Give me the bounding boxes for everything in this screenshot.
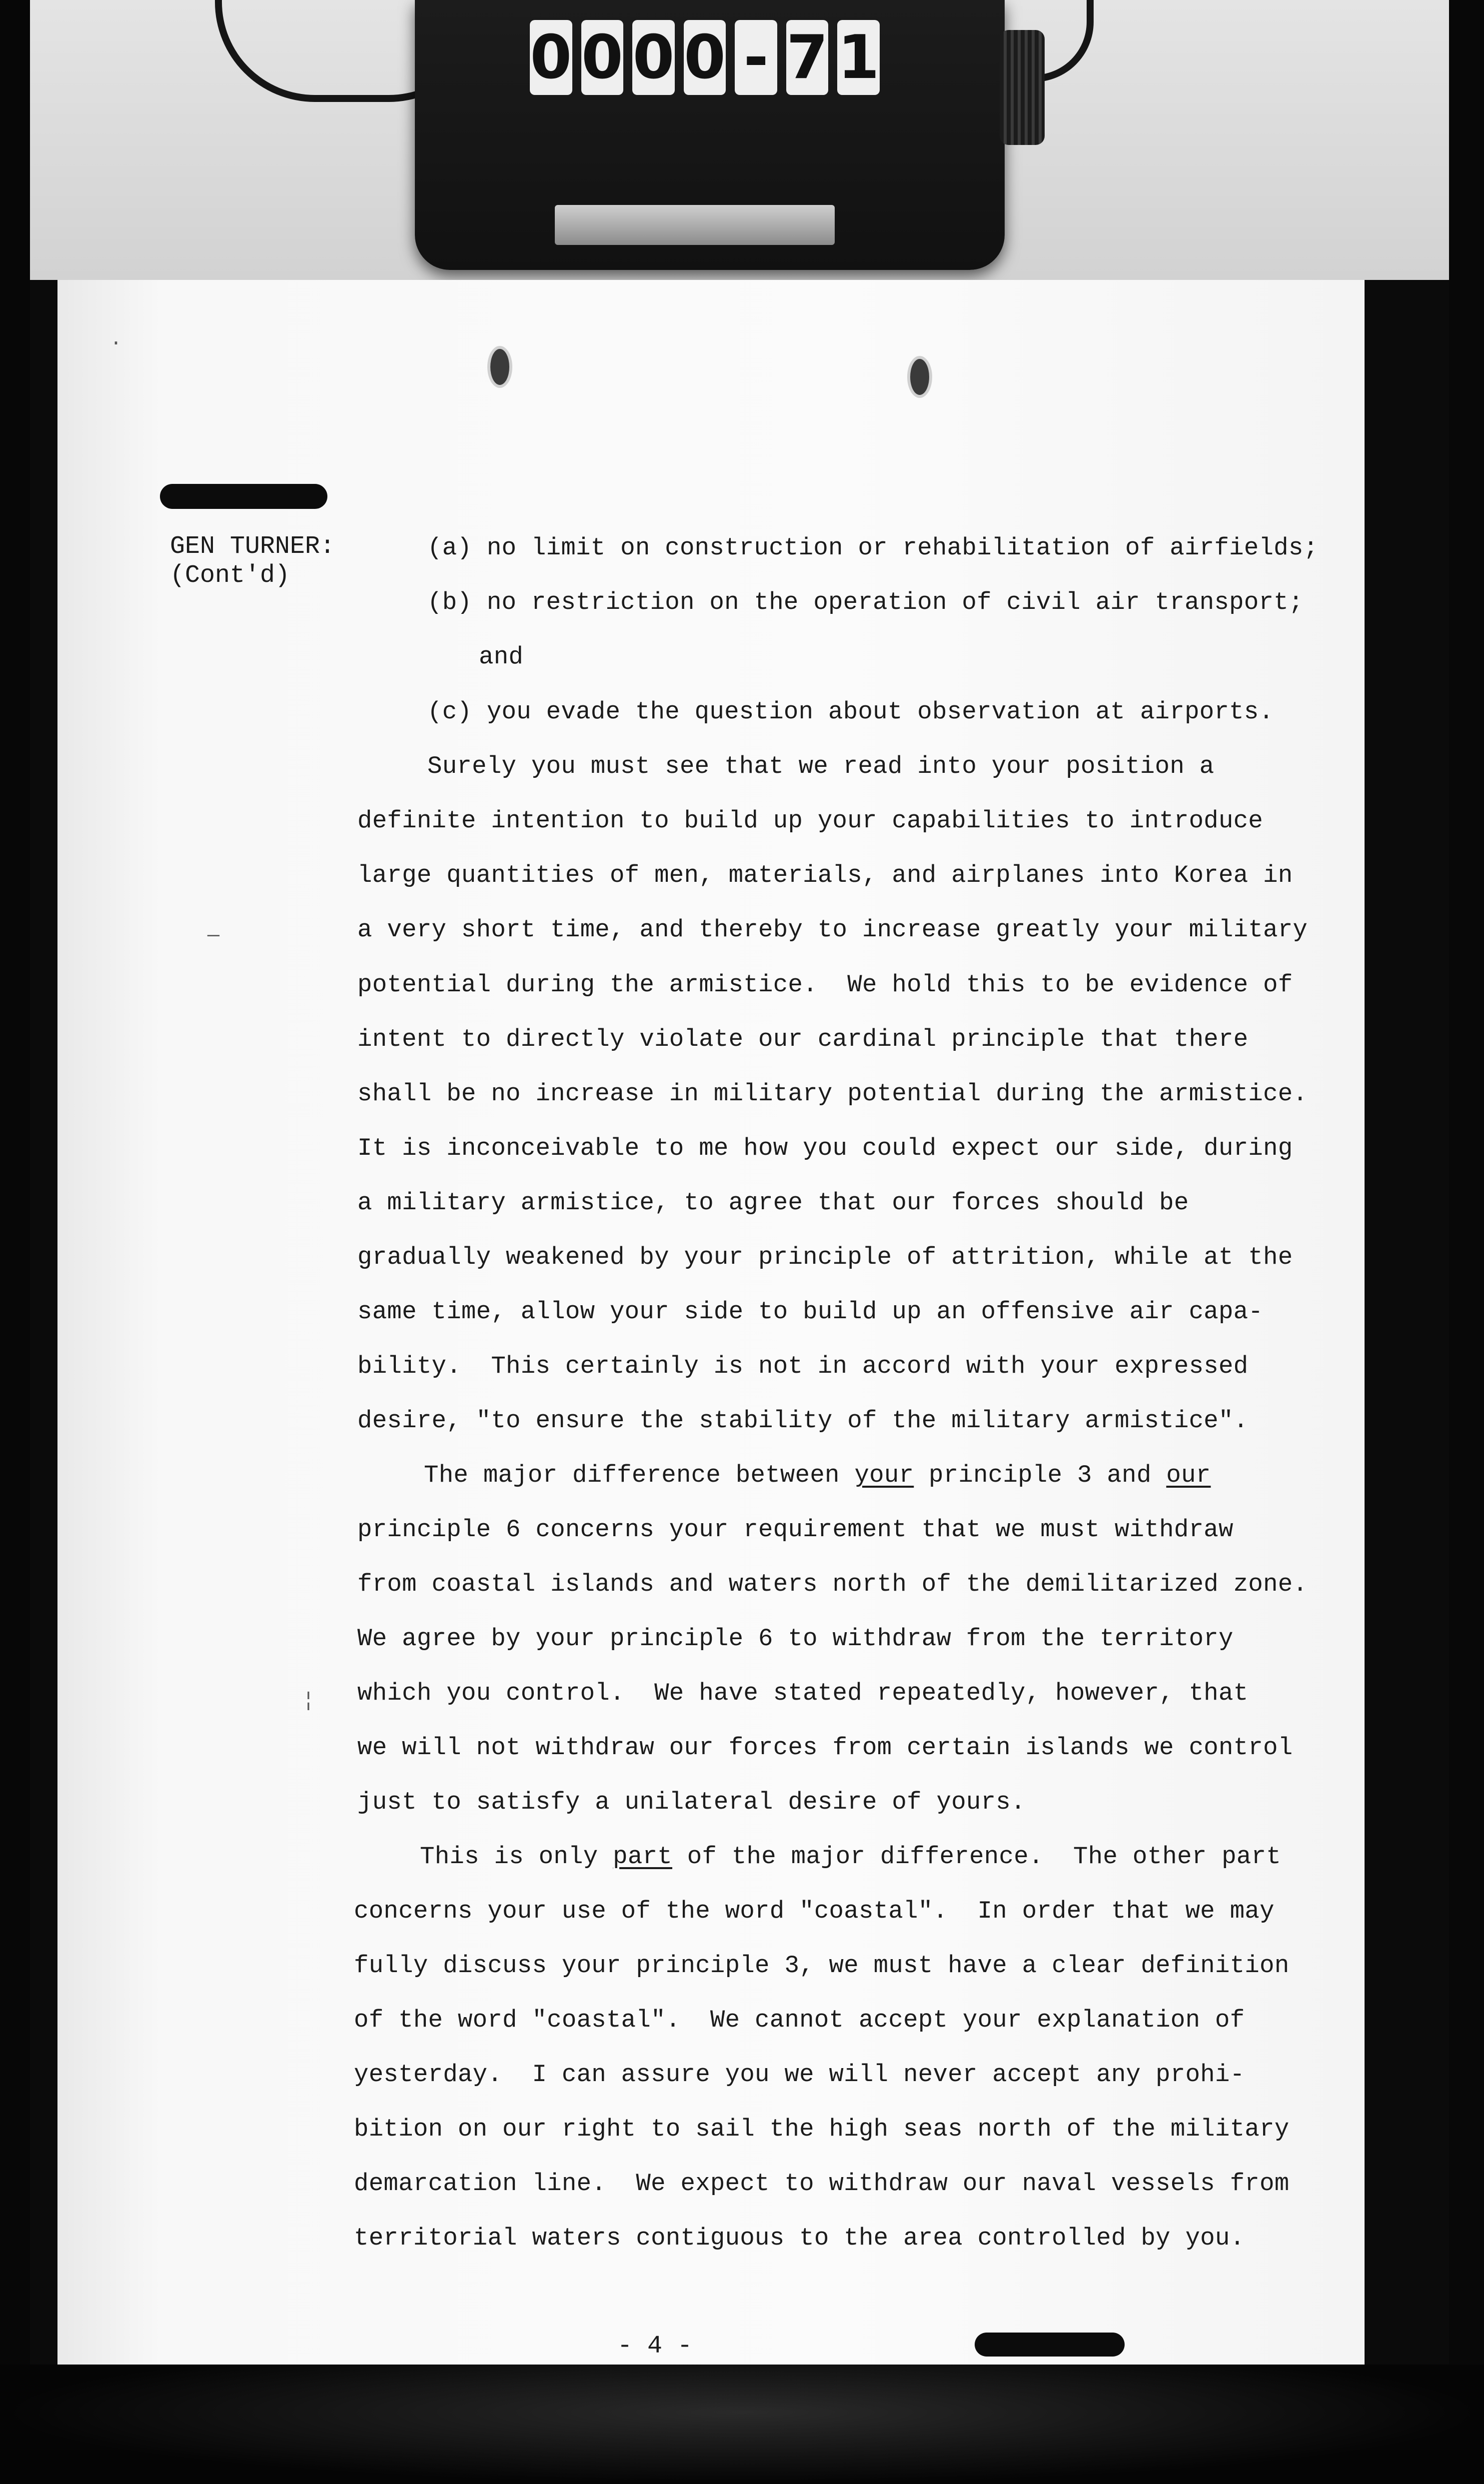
list-item-b-continuation: and [479, 643, 524, 671]
text-line: potential during the armistice. We hold this to be evidence of [357, 971, 1293, 999]
text-line: bition on our right to sail the high seas north of the military [354, 2115, 1290, 2143]
text-line: gradually weakened by your principle of attrition, while at the [357, 1243, 1293, 1271]
counter-digit: 0 [530, 20, 572, 95]
text-line: just to satisfy a unilateral desire of yours. [357, 1788, 1026, 1816]
counter-digit: 7 [786, 20, 829, 95]
underlined-word: our [1166, 1461, 1211, 1489]
speaker-name: GEN TURNER: [170, 532, 335, 561]
counter-digit: - [735, 20, 777, 95]
text-line: It is inconceivable to me how you could expect our side, during [357, 1134, 1293, 1162]
text-line: fully discuss your principle 3, we must have a clear definition [354, 1952, 1290, 1980]
counter-digit: 0 [684, 20, 726, 95]
counter-label-plate [555, 205, 835, 245]
text-line: same time, allow your side to build up an offensive air capa- [357, 1298, 1263, 1326]
page-number: - 4 - [617, 2332, 693, 2361]
text-line: definite intention to build up your capabilities to introduce [357, 807, 1263, 835]
underlined-word: part [613, 1843, 672, 1871]
text-line: intent to directly violate our cardinal principle that there [357, 1025, 1249, 1053]
counter-digit: 0 [581, 20, 624, 95]
list-item-b: (b) no restriction on the operation of civil air transport; [427, 588, 1304, 616]
text-run: This is only [420, 1843, 613, 1871]
speaker-label [170, 532, 335, 590]
list-item-a: (a) no limit on construction or rehabilitation of airfields; [427, 534, 1319, 562]
punch-hole [487, 346, 512, 388]
punch-hole [907, 356, 932, 398]
document-page [57, 280, 1365, 2365]
scan-speck: · [110, 332, 122, 355]
text-line: shall be no increase in military potential during the armistice. [357, 1080, 1308, 1108]
text-line: a very short time, and thereby to increase greatly your military [357, 916, 1308, 944]
text-line [420, 1843, 1281, 1871]
speaker-continued: (Cont'd) [170, 561, 290, 590]
list-item-c: (c) you evade the question about observation at airports. [427, 698, 1274, 726]
text-line: Surely you must see that we read into your position a [427, 752, 1215, 780]
text-line: bility. This certainly is not in accord with your expressed [357, 1352, 1249, 1380]
microfilm-left-border [0, 0, 30, 2484]
text-line: of the word "coastal". We cannot accept your explanation of [354, 2006, 1245, 2034]
microfilm-bottom-border [0, 2365, 1484, 2484]
redaction-mark [975, 2333, 1125, 2357]
text-line: from coastal islands and waters north of the demilitarized zone. [357, 1570, 1308, 1598]
text-line: principle 6 concerns your requirement that we must withdraw [357, 1516, 1234, 1544]
text-line: we will not withdraw our forces from certain islands we control [357, 1734, 1293, 1762]
frame-counter-digits [530, 20, 880, 100]
text-run: principle 3 and [914, 1461, 1167, 1489]
microfilm-right-border [1449, 0, 1484, 2484]
text-line: which you control. We have stated repeatedly, however, that [357, 1679, 1249, 1707]
text-line: We agree by your principle 6 to withdraw from the territory [357, 1625, 1234, 1653]
redaction-mark [160, 484, 327, 509]
underlined-word: your [854, 1461, 914, 1489]
counter-knob [1000, 30, 1045, 145]
text-line: a military armistice, to agree that our forces should be [357, 1189, 1189, 1217]
text-line: demarcation line. We expect to withdraw our naval vessels from [354, 2170, 1290, 2198]
text-run: The major difference between [424, 1461, 855, 1489]
text-line: concerns your use of the word "coastal". In order that we may [354, 1897, 1275, 1925]
text-line: large quantities of men, materials, and airplanes into Korea in [357, 861, 1293, 889]
text-run: of the major difference. The other part [672, 1843, 1281, 1871]
text-line: territorial waters contiguous to the area controlled by you. [354, 2224, 1245, 2252]
counter-digit: 1 [837, 20, 880, 95]
counter-digit: 0 [632, 20, 675, 95]
margin-tick: ¦ [302, 1690, 315, 1712]
text-line: yesterday. I can assure you we will never accept any prohi- [354, 2061, 1245, 2089]
text-line: desire, "to ensure the stability of the military armistice". [357, 1407, 1249, 1435]
text-line [424, 1461, 1211, 1489]
margin-tick: — [207, 925, 220, 947]
